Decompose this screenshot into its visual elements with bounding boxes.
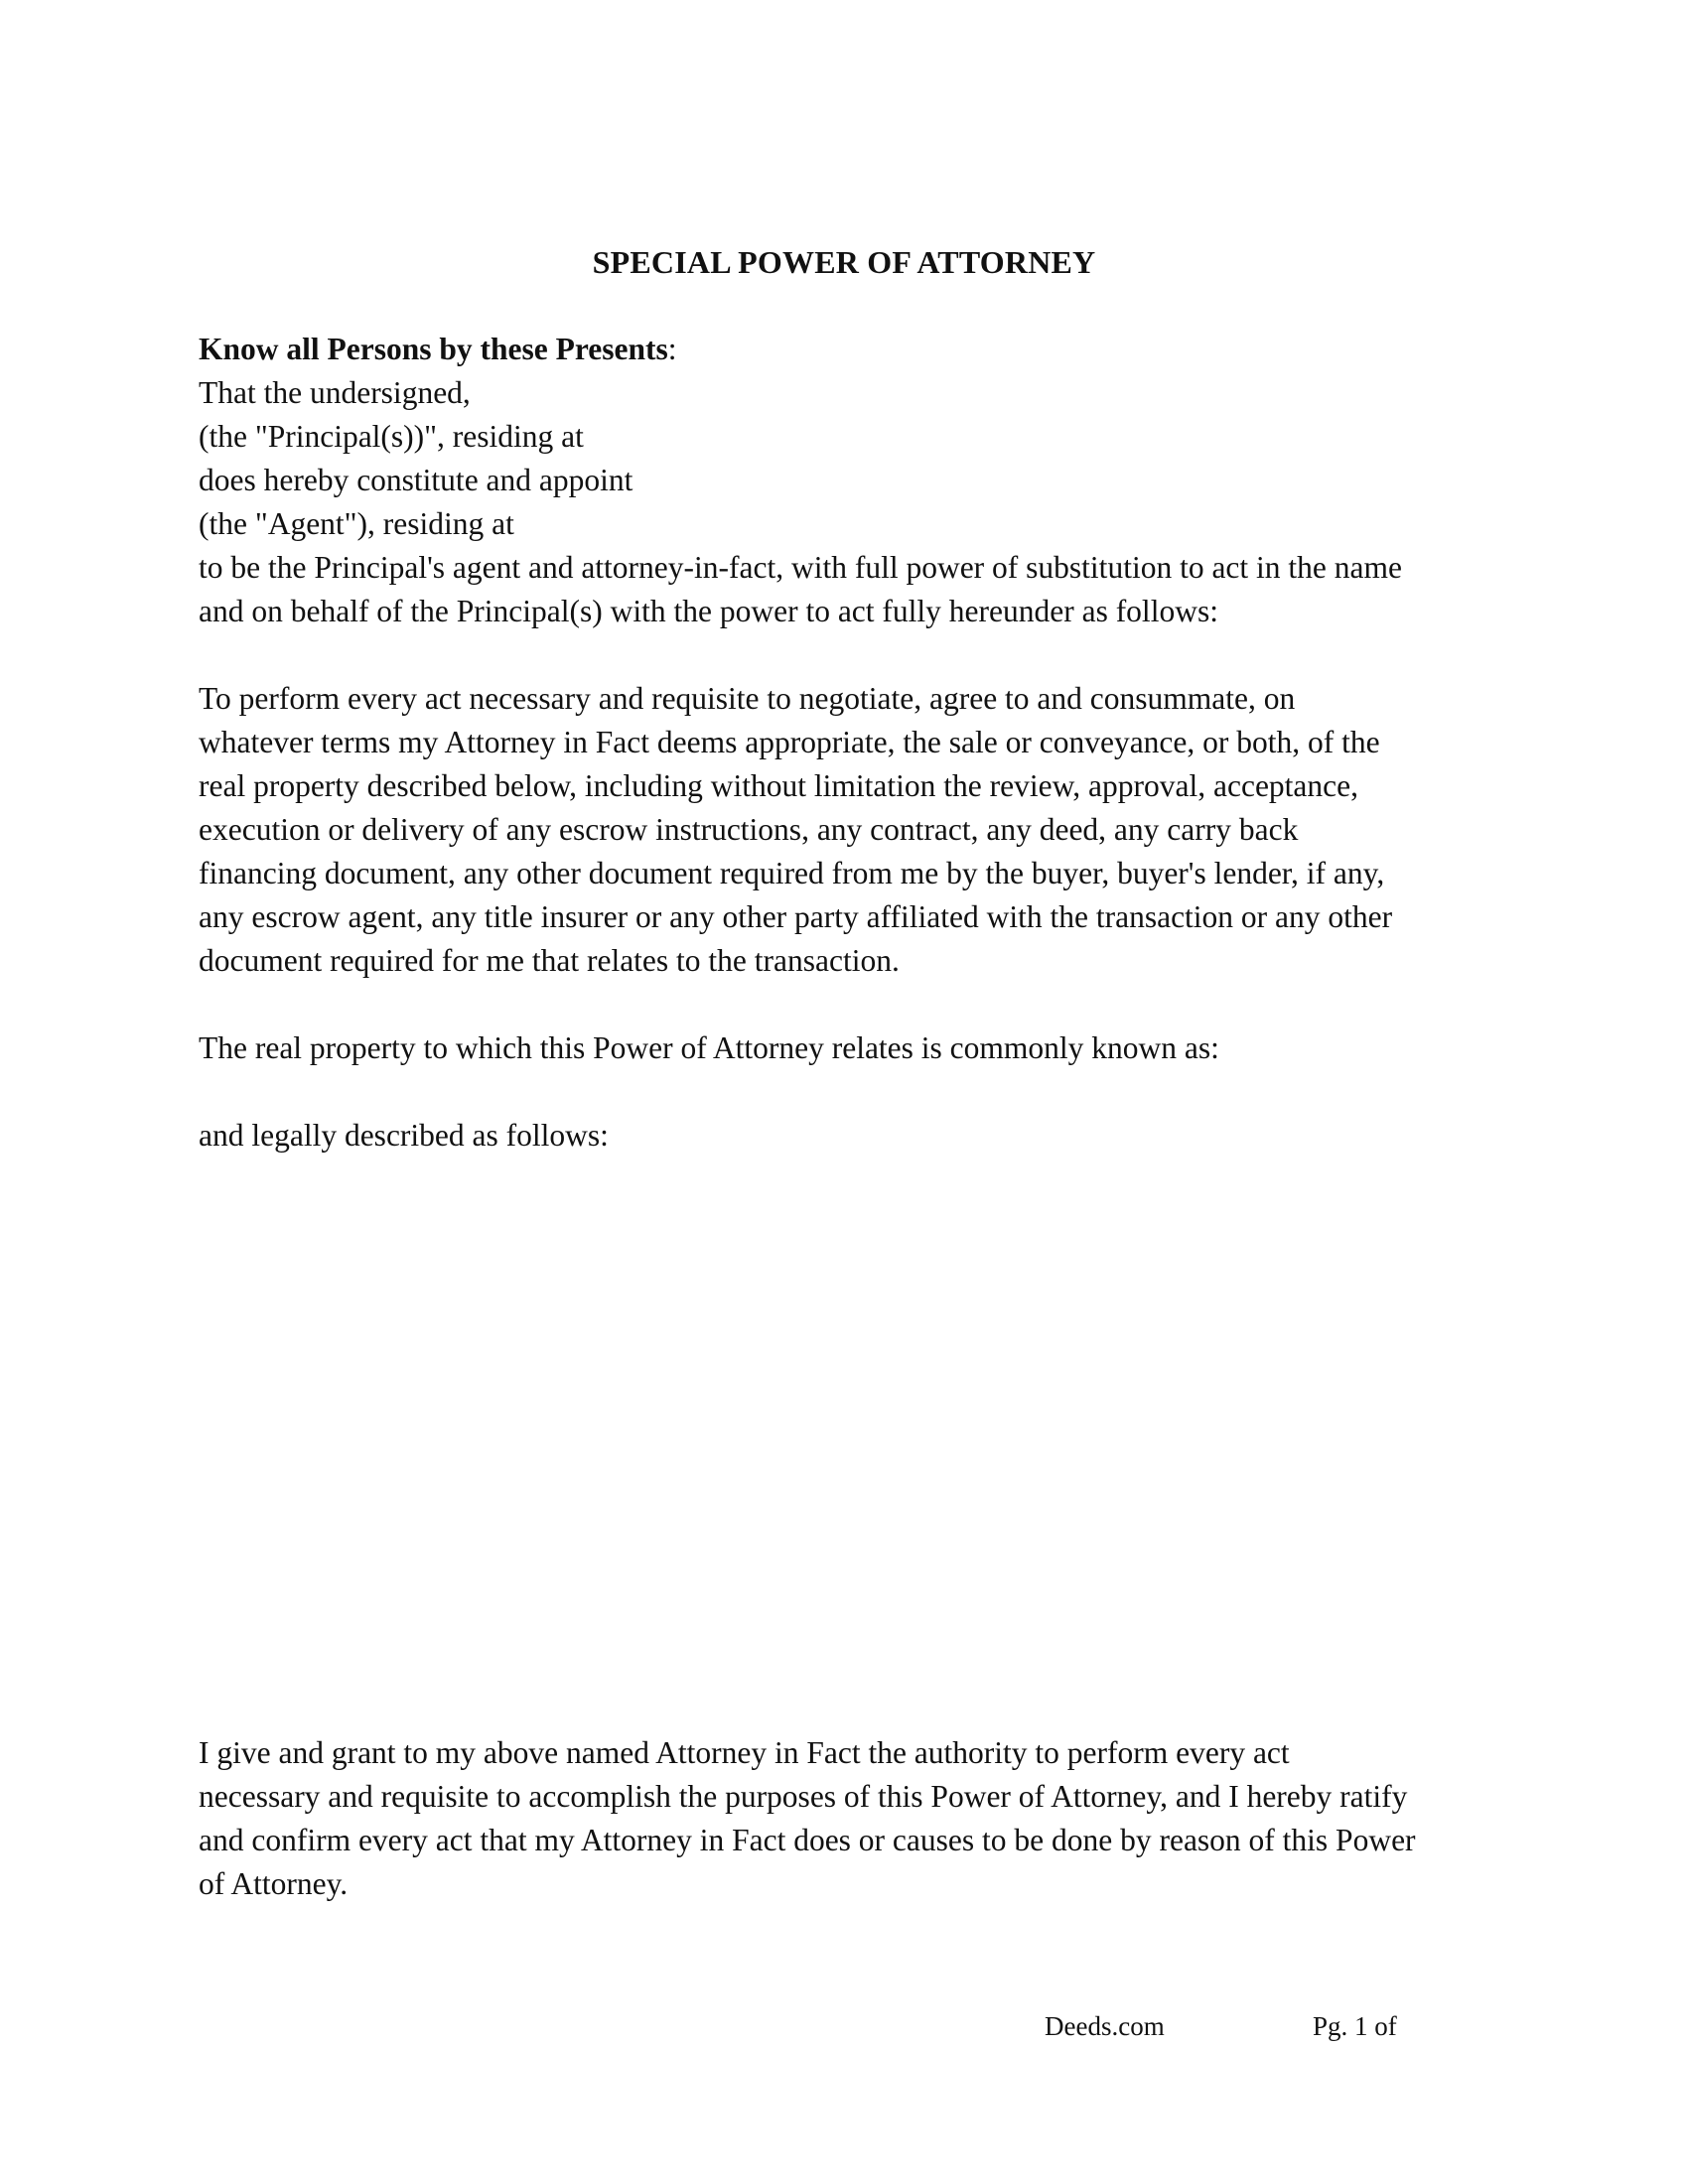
intro-heading: Know all Persons by these Presents [199, 332, 668, 366]
intro-line: does hereby constitute and appoint [199, 463, 633, 497]
powers-line: whatever terms my Attorney in Fact deems appropriate, the sale or conveyance, or both, of the [199, 725, 1380, 759]
document-title: SPECIAL POWER OF ATTORNEY [592, 244, 1096, 280]
powers-line: any escrow agent, any title insurer or any other party affiliated with the transaction or any other [199, 899, 1393, 934]
intro-line: to be the Principal's agent and attorney-in-fact, with full power of substitution to act in the name [199, 550, 1402, 585]
footer-site-name: Deeds.com [1045, 2011, 1165, 2041]
intro-line: That the undersigned, [199, 375, 471, 410]
grant-paragraph [199, 1731, 1509, 1906]
powers-line: real property described below, including without limitation the review, approval, acceptance, [199, 768, 1358, 803]
intro-line: (the "Agent"), residing at [199, 506, 514, 541]
intro-section [199, 328, 1509, 633]
footer-page-number: Pg. 1 of [1313, 2011, 1397, 2041]
legal-description-paragraph [199, 1114, 1509, 1158]
grant-line: I give and grant to my above named Attorney in Fact the authority to perform every act [199, 1735, 1290, 1770]
powers-line: To perform every act necessary and requisite to negotiate, agree to and consummate, on [199, 681, 1296, 716]
intro-heading-colon: : [667, 332, 677, 366]
intro-heading-line [199, 328, 1509, 371]
property-line: The real property to which this Power of Attorney relates is commonly known as: [199, 1030, 1219, 1065]
powers-line: execution or delivery of any escrow instructions, any contract, any deed, any carry back [199, 812, 1299, 847]
grant-line: necessary and requisite to accomplish the purposes of this Power of Attorney, and I hereby ratify [199, 1779, 1408, 1814]
legal-line: and legally described as follows: [199, 1118, 609, 1153]
powers-line: financing document, any other document required from me by the buyer, buyer's lender, if any, [199, 856, 1385, 890]
powers-line: document required for me that relates to the transaction. [199, 943, 900, 978]
intro-line: (the "Principal(s))", residing at [199, 419, 584, 454]
property-paragraph [199, 1026, 1509, 1070]
intro-line: and on behalf of the Principal(s) with the power to act fully hereunder as follows: [199, 594, 1218, 628]
grant-line: and confirm every act that my Attorney in Fact does or causes to be done by reason of this Power [199, 1823, 1416, 1857]
grant-line: of Attorney. [199, 1866, 349, 1901]
powers-paragraph [199, 677, 1509, 983]
